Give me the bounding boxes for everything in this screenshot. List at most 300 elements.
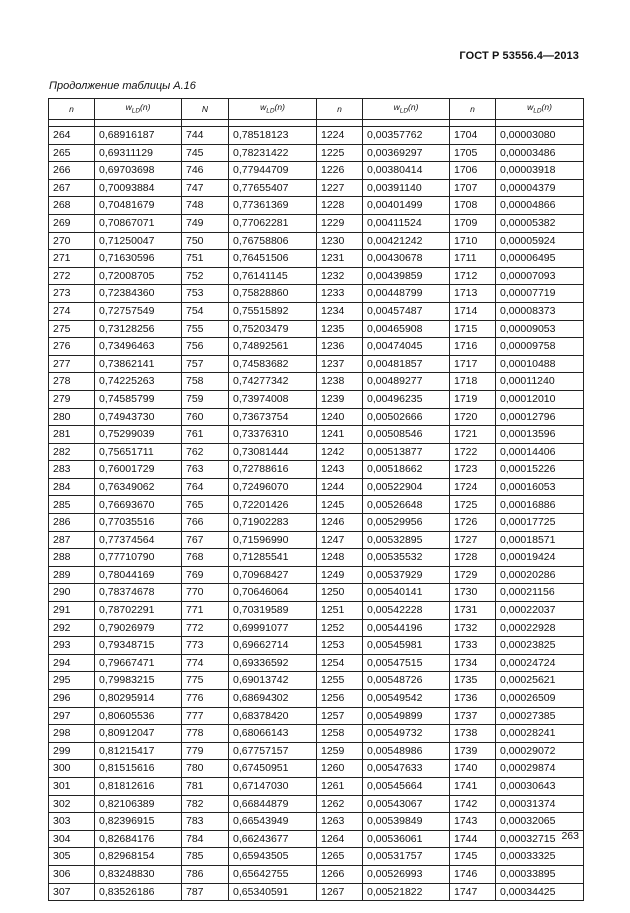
table-cell: 294 xyxy=(49,654,95,672)
table-cell: 1263 xyxy=(317,813,363,831)
table-cell: 296 xyxy=(49,690,95,708)
table-cell: 1262 xyxy=(317,795,363,813)
table-cell: 1708 xyxy=(450,197,496,215)
table-cell: 303 xyxy=(49,813,95,831)
table-cell: 1736 xyxy=(450,690,496,708)
table-row xyxy=(49,250,584,268)
table-cell: 0,00535532 xyxy=(363,549,450,567)
table-row xyxy=(49,514,584,532)
table-cell: 279 xyxy=(49,390,95,408)
table-cell: 1718 xyxy=(450,373,496,391)
table-cell: 282 xyxy=(49,443,95,461)
table-cell: 0,00531757 xyxy=(363,848,450,866)
table-cell: 0,66243677 xyxy=(229,830,317,848)
table-cell: 0,00545664 xyxy=(363,777,450,795)
table-cell: 773 xyxy=(182,637,229,655)
table-row xyxy=(49,742,584,760)
table-cell: 1709 xyxy=(450,214,496,232)
table-cell: 0,00022037 xyxy=(496,602,584,620)
table-cell: 0,00369297 xyxy=(363,144,450,162)
table-cell: 1724 xyxy=(450,478,496,496)
table-cell: 756 xyxy=(182,338,229,356)
table-cell: 0,00439859 xyxy=(363,267,450,285)
table-cell: 749 xyxy=(182,214,229,232)
table-cell: 0,00030643 xyxy=(496,777,584,795)
table-cell: 0,00508546 xyxy=(363,426,450,444)
table-cell: 0,77944709 xyxy=(229,162,317,180)
table-cell: 0,77374564 xyxy=(95,531,182,549)
table-cell: 755 xyxy=(182,320,229,338)
table-cell: 1243 xyxy=(317,461,363,479)
table-cell: 761 xyxy=(182,426,229,444)
table-cell: 0,00012010 xyxy=(496,390,584,408)
table-cell: 0,77035516 xyxy=(95,514,182,532)
table-row xyxy=(49,690,584,708)
table-cell: 0,00004866 xyxy=(496,197,584,215)
table-cell: 0,73081444 xyxy=(229,443,317,461)
table-cell: 289 xyxy=(49,566,95,584)
table-cell: 0,75299039 xyxy=(95,426,182,444)
table-cell: 763 xyxy=(182,461,229,479)
table-cell: 1734 xyxy=(450,654,496,672)
table-row xyxy=(49,584,584,602)
table-cell: 0,65340591 xyxy=(229,883,317,901)
table-cell: 1236 xyxy=(317,338,363,356)
table-row xyxy=(49,214,584,232)
table-cell: 1250 xyxy=(317,584,363,602)
table-cell: 1248 xyxy=(317,549,363,567)
table-cell: 281 xyxy=(49,426,95,444)
table-cell: 0,00016053 xyxy=(496,478,584,496)
table-cell: 0,70968427 xyxy=(229,566,317,584)
table-cell: 0,78518123 xyxy=(229,127,317,145)
table-cell: 0,00027385 xyxy=(496,707,584,725)
table-cell: 301 xyxy=(49,777,95,795)
table-cell: 781 xyxy=(182,777,229,795)
table-cell: 770 xyxy=(182,584,229,602)
table-cell: 745 xyxy=(182,144,229,162)
table-row xyxy=(49,619,584,637)
table-cell: 275 xyxy=(49,320,95,338)
table-cell: 0,00017725 xyxy=(496,514,584,532)
table-cell: 0,72788616 xyxy=(229,461,317,479)
table-cell: 0,73862141 xyxy=(95,355,182,373)
table-cell: 784 xyxy=(182,830,229,848)
table-cell: 293 xyxy=(49,637,95,655)
table-cell: 0,00018571 xyxy=(496,531,584,549)
table-row xyxy=(49,267,584,285)
table-cell: 774 xyxy=(182,654,229,672)
table-cell: 0,69336592 xyxy=(229,654,317,672)
table-cell: 0,00544196 xyxy=(363,619,450,637)
table-cell: 779 xyxy=(182,742,229,760)
table-cell: 0,74892561 xyxy=(229,338,317,356)
table-row xyxy=(49,777,584,795)
table-row xyxy=(49,531,584,549)
table-cell: 0,00009053 xyxy=(496,320,584,338)
table-cell: 0,00004379 xyxy=(496,179,584,197)
table-cell: 276 xyxy=(49,338,95,356)
table-cell: 287 xyxy=(49,531,95,549)
table-cell: 0,00457487 xyxy=(363,302,450,320)
table-row xyxy=(49,813,584,831)
table-cell: 0,81515616 xyxy=(95,760,182,778)
table-row xyxy=(49,197,584,215)
table-row xyxy=(49,390,584,408)
table-cell: 0,00008373 xyxy=(496,302,584,320)
table-cell: 782 xyxy=(182,795,229,813)
table-cell: 1246 xyxy=(317,514,363,532)
table-cell: 1715 xyxy=(450,320,496,338)
table-cell: 771 xyxy=(182,602,229,620)
table-cell: 0,00430678 xyxy=(363,250,450,268)
table-cell: 295 xyxy=(49,672,95,690)
table-cell: 758 xyxy=(182,373,229,391)
table-cell: 0,00543067 xyxy=(363,795,450,813)
table-cell: 748 xyxy=(182,197,229,215)
table-cell: 747 xyxy=(182,179,229,197)
table-cell: 1234 xyxy=(317,302,363,320)
table-cell: 0,00003486 xyxy=(496,144,584,162)
table-cell: 0,72757549 xyxy=(95,302,182,320)
table-cell: 0,82106389 xyxy=(95,795,182,813)
table-cell: 0,00022928 xyxy=(496,619,584,637)
table-cell: 1729 xyxy=(450,566,496,584)
table-cell: 751 xyxy=(182,250,229,268)
table-cell: 0,76349062 xyxy=(95,478,182,496)
table-cell: 1706 xyxy=(450,162,496,180)
table-cell: 1232 xyxy=(317,267,363,285)
table-cell: 1743 xyxy=(450,813,496,831)
table-cell: 0,00029874 xyxy=(496,760,584,778)
table-cell: 0,00521822 xyxy=(363,883,450,901)
table-cell: 0,00019424 xyxy=(496,549,584,567)
table-cell: 0,00474045 xyxy=(363,338,450,356)
table-cell: 0,00391140 xyxy=(363,179,450,197)
table-cell: 1224 xyxy=(317,127,363,145)
table-cell: 307 xyxy=(49,883,95,901)
table-cell: 0,77655407 xyxy=(229,179,317,197)
table-cell: 1740 xyxy=(450,760,496,778)
table-cell: 0,00033895 xyxy=(496,865,584,883)
table-row xyxy=(49,549,584,567)
table-cell: 271 xyxy=(49,250,95,268)
table-row xyxy=(49,496,584,514)
table-cell: 1745 xyxy=(450,848,496,866)
table-cell: 306 xyxy=(49,865,95,883)
table-row xyxy=(49,848,584,866)
table-row xyxy=(49,144,584,162)
table-cell: 0,00448799 xyxy=(363,285,450,303)
table-cell: 0,00014406 xyxy=(496,443,584,461)
table-row xyxy=(49,637,584,655)
table-cell: 1238 xyxy=(317,373,363,391)
table-cell: 1714 xyxy=(450,302,496,320)
table-cell: 0,00502666 xyxy=(363,408,450,426)
table-cell: 1242 xyxy=(317,443,363,461)
table-cell: 1230 xyxy=(317,232,363,250)
table-cell: 0,00021156 xyxy=(496,584,584,602)
table-cell: 0,00026509 xyxy=(496,690,584,708)
table-cell: 0,70093884 xyxy=(95,179,182,197)
table-row xyxy=(49,443,584,461)
table-cell: 1261 xyxy=(317,777,363,795)
table-cell: 1735 xyxy=(450,672,496,690)
table-cell: 0,00024724 xyxy=(496,654,584,672)
table-cell: 762 xyxy=(182,443,229,461)
table-cell: 266 xyxy=(49,162,95,180)
table-cell: 0,72384360 xyxy=(95,285,182,303)
table-cell: 0,00011240 xyxy=(496,373,584,391)
column-header: $w_{LD}(n)$ xyxy=(95,99,182,120)
table-cell: 1227 xyxy=(317,179,363,197)
table-cell: 0,76451506 xyxy=(229,250,317,268)
table-row xyxy=(49,338,584,356)
table-cell: 1267 xyxy=(317,883,363,901)
table-cell: 1707 xyxy=(450,179,496,197)
table-cell: 0,00005924 xyxy=(496,232,584,250)
table-cell: 0,79983215 xyxy=(95,672,182,690)
table-row xyxy=(49,602,584,620)
table-cell: 0,00013596 xyxy=(496,426,584,444)
column-header: N xyxy=(182,99,229,120)
table-cell: 1720 xyxy=(450,408,496,426)
table-cell: 1719 xyxy=(450,390,496,408)
table-cell: 290 xyxy=(49,584,95,602)
table-cell: 0,00539849 xyxy=(363,813,450,831)
table-body xyxy=(49,120,584,901)
table-cell: 0,69703698 xyxy=(95,162,182,180)
table-cell: 0,00526648 xyxy=(363,496,450,514)
table-cell: 1241 xyxy=(317,426,363,444)
table-cell: 0,00465908 xyxy=(363,320,450,338)
table-cell: 304 xyxy=(49,830,95,848)
table-cell: 0,73673754 xyxy=(229,408,317,426)
table-cell: 0,00545981 xyxy=(363,637,450,655)
table-cell: 0,74277342 xyxy=(229,373,317,391)
table-cell: 1254 xyxy=(317,654,363,672)
table-cell: 1225 xyxy=(317,144,363,162)
table-cell: 1259 xyxy=(317,742,363,760)
table-cell: 1244 xyxy=(317,478,363,496)
table-cell: 768 xyxy=(182,549,229,567)
table-cell: 752 xyxy=(182,267,229,285)
table-cell: 0,76693670 xyxy=(95,496,182,514)
table-cell: 0,00548986 xyxy=(363,742,450,760)
table-cell: 0,73376310 xyxy=(229,426,317,444)
table-cell: 0,00526993 xyxy=(363,865,450,883)
table-cell: 0,79667471 xyxy=(95,654,182,672)
table-cell: 0,77361369 xyxy=(229,197,317,215)
table-cell: 1746 xyxy=(450,865,496,883)
table-cell: 0,00031374 xyxy=(496,795,584,813)
column-header: $w_{LD}(n)$ xyxy=(363,99,450,120)
table-cell: 0,00411524 xyxy=(363,214,450,232)
table-cell: 0,00028241 xyxy=(496,725,584,743)
table-cell: 753 xyxy=(182,285,229,303)
table-row xyxy=(49,355,584,373)
table-cell: 0,00025621 xyxy=(496,672,584,690)
table-cell: 0,79026979 xyxy=(95,619,182,637)
table-cell: 0,74225263 xyxy=(95,373,182,391)
table-cell: 764 xyxy=(182,478,229,496)
table-cell: 285 xyxy=(49,496,95,514)
table-cell: 1247 xyxy=(317,531,363,549)
table-cell: 0,74943730 xyxy=(95,408,182,426)
table-row xyxy=(49,127,584,145)
table-cell: 1252 xyxy=(317,619,363,637)
table-cell: 0,00540141 xyxy=(363,584,450,602)
table-cell: 775 xyxy=(182,672,229,690)
table-cell: 1235 xyxy=(317,320,363,338)
table-cell: 0,73496463 xyxy=(95,338,182,356)
table-row xyxy=(49,865,584,883)
table-cell: 0,68066143 xyxy=(229,725,317,743)
table-cell: 0,78231422 xyxy=(229,144,317,162)
table-cell: 272 xyxy=(49,267,95,285)
table-cell: 0,69311129 xyxy=(95,144,182,162)
table-cell: 0,00537929 xyxy=(363,566,450,584)
table-cell: 0,71596990 xyxy=(229,531,317,549)
table-cell: 0,82968154 xyxy=(95,848,182,866)
table-cell: 0,72201426 xyxy=(229,496,317,514)
table-cell: 0,82684176 xyxy=(95,830,182,848)
table-cell: 0,68916187 xyxy=(95,127,182,145)
table-cell: 1726 xyxy=(450,514,496,532)
table-cell: 0,00547633 xyxy=(363,760,450,778)
table-cell: 0,00522904 xyxy=(363,478,450,496)
table-cell: 0,00020286 xyxy=(496,566,584,584)
table-cell: 0,76001729 xyxy=(95,461,182,479)
table-header-row xyxy=(49,99,584,120)
table-cell: 786 xyxy=(182,865,229,883)
table-cell: 1233 xyxy=(317,285,363,303)
table-cell: 283 xyxy=(49,461,95,479)
table-cell: 0,00032065 xyxy=(496,813,584,831)
table-cell: 0,00549899 xyxy=(363,707,450,725)
table-cell: 1742 xyxy=(450,795,496,813)
table-cell: 288 xyxy=(49,549,95,567)
table-cell: 0,69662714 xyxy=(229,637,317,655)
table-cell: 1245 xyxy=(317,496,363,514)
table-cell: 0,67450951 xyxy=(229,760,317,778)
table-cell: 0,71250047 xyxy=(95,232,182,250)
table-cell: 0,81812616 xyxy=(95,777,182,795)
table-cell: 278 xyxy=(49,373,95,391)
table-cell: 1722 xyxy=(450,443,496,461)
table-cell: 0,71285541 xyxy=(229,549,317,567)
table-row xyxy=(49,302,584,320)
table-cell: 0,65642755 xyxy=(229,865,317,883)
table-cell: 0,69991077 xyxy=(229,619,317,637)
table-cell: 0,78044169 xyxy=(95,566,182,584)
table-cell: 1731 xyxy=(450,602,496,620)
table-cell: 0,73974008 xyxy=(229,390,317,408)
table-cell: 0,00003080 xyxy=(496,127,584,145)
table-cell: 1738 xyxy=(450,725,496,743)
table-cell: 0,72496070 xyxy=(229,478,317,496)
table-row xyxy=(49,426,584,444)
table-cell: 1741 xyxy=(450,777,496,795)
table-cell: 0,00033325 xyxy=(496,848,584,866)
table-cell: 760 xyxy=(182,408,229,426)
table-cell: 1737 xyxy=(450,707,496,725)
table-cell: 1258 xyxy=(317,725,363,743)
table-cell: 0,00481857 xyxy=(363,355,450,373)
table-row xyxy=(49,408,584,426)
table-cell: 1260 xyxy=(317,760,363,778)
table-cell: 0,00015226 xyxy=(496,461,584,479)
table-cell: 0,00529956 xyxy=(363,514,450,532)
table-cell: 0,83526186 xyxy=(95,883,182,901)
table-cell: 0,68378420 xyxy=(229,707,317,725)
table-cell: 1251 xyxy=(317,602,363,620)
table-cell: 0,00012796 xyxy=(496,408,584,426)
table-cell: 0,77062281 xyxy=(229,214,317,232)
table-row xyxy=(49,654,584,672)
column-header: $w_{LD}(n)$ xyxy=(496,99,584,120)
table-cell: 767 xyxy=(182,531,229,549)
table-cell: 766 xyxy=(182,514,229,532)
table-cell: 277 xyxy=(49,355,95,373)
table-cell: 0,76758806 xyxy=(229,232,317,250)
table-cell: 759 xyxy=(182,390,229,408)
table-cell: 0,71902283 xyxy=(229,514,317,532)
table-cell: 0,00034425 xyxy=(496,883,584,901)
table-cell: 264 xyxy=(49,127,95,145)
table-row xyxy=(49,883,584,901)
table-cell: 0,00549542 xyxy=(363,690,450,708)
table-cell: 783 xyxy=(182,813,229,831)
table-cell: 0,69013742 xyxy=(229,672,317,690)
table-cell: 0,00007093 xyxy=(496,267,584,285)
table-cell: 300 xyxy=(49,760,95,778)
table-cell: 305 xyxy=(49,848,95,866)
table-row xyxy=(49,795,584,813)
table-cell: 1725 xyxy=(450,496,496,514)
table-cell: 1229 xyxy=(317,214,363,232)
table-cell: 1226 xyxy=(317,162,363,180)
table-cell: 1265 xyxy=(317,848,363,866)
table-cell: 772 xyxy=(182,619,229,637)
table-cell: 0,75515892 xyxy=(229,302,317,320)
table-cell: 0,00032715 xyxy=(496,830,584,848)
table-cell: 1747 xyxy=(450,883,496,901)
table-cell: 0,74585799 xyxy=(95,390,182,408)
table-cell: 1253 xyxy=(317,637,363,655)
table-cell: 750 xyxy=(182,232,229,250)
table-cell: 0,00549732 xyxy=(363,725,450,743)
table-cell: 0,00006495 xyxy=(496,250,584,268)
table-row xyxy=(49,566,584,584)
table-cell: 0,00542228 xyxy=(363,602,450,620)
table-cell: 0,80912047 xyxy=(95,725,182,743)
table-cell: 1717 xyxy=(450,355,496,373)
table-cell: 0,00532895 xyxy=(363,531,450,549)
table-row xyxy=(49,672,584,690)
table-cell: 291 xyxy=(49,602,95,620)
table-cell: 1733 xyxy=(450,637,496,655)
table-row xyxy=(49,478,584,496)
table-cell: 1727 xyxy=(450,531,496,549)
table-cell: 0,00489277 xyxy=(363,373,450,391)
column-header: n xyxy=(49,99,95,120)
standard-designation: ГОСТ Р 53556.4—2013 xyxy=(459,50,579,62)
table-cell: 1723 xyxy=(450,461,496,479)
table-cell: 1705 xyxy=(450,144,496,162)
table-cell: 1713 xyxy=(450,285,496,303)
table-cell: 0,00029072 xyxy=(496,742,584,760)
